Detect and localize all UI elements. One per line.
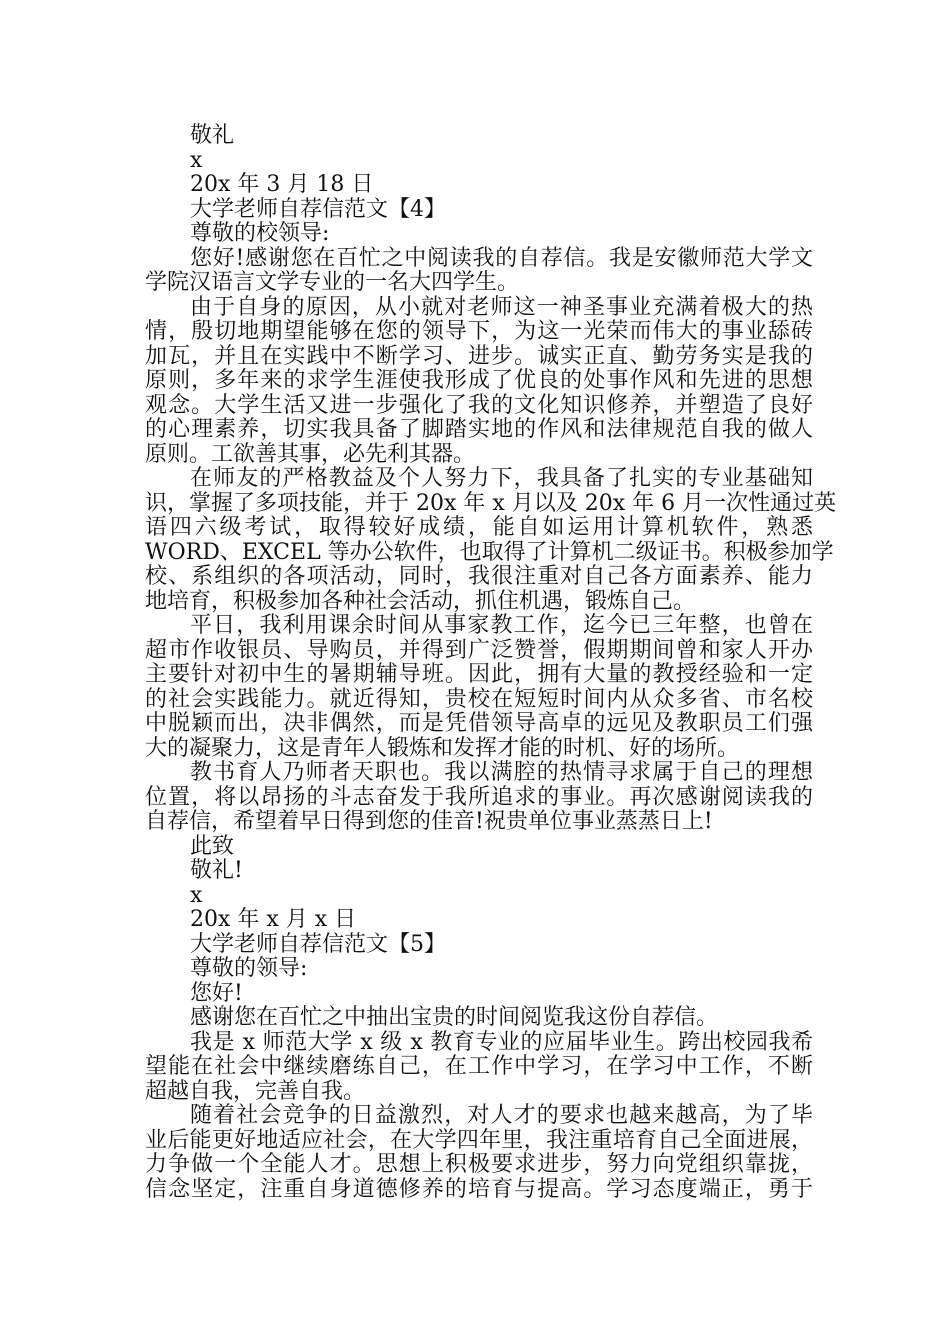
text-line: WORD、EXCEL 等办公软件，也取得了计算机二级证书。积极参加学 (145, 540, 834, 565)
text-line: 敬礼! (190, 858, 243, 883)
text-line: 学院汉语言文学专业的一名大四学生。 (145, 270, 520, 295)
text-line: 教书育人乃师者天职也。我以满腔的热情寻求属于自己的理想 (190, 760, 813, 785)
text-line: 感谢您在百忙之中抽出宝贵的时间阅览我这份自荐信。 (190, 1005, 719, 1030)
text-line: 原则，多年来的求学生涯使我形成了优良的处事作风和先进的思想 (145, 368, 813, 393)
text-line: 自荐信，希望着早日得到您的佳音!祝贵单位事业蒸蒸日上! (145, 809, 713, 834)
text-line: 信念坚定，注重自身道德修养的培育与提高。学习态度端正，勇于 (145, 1177, 813, 1202)
text-line: 尊敬的校领导: (190, 221, 330, 246)
text-line: 尊敬的领导: (190, 956, 308, 981)
text-line: 敬礼 (190, 123, 235, 148)
text-line: 观念。大学生活又进一步强化了我的文化知识修养，并塑造了良好 (145, 393, 813, 418)
text-line: 的心理素养，切实我具备了脚踏实地的作风和法律规范自我的做人 (145, 417, 813, 442)
text-line: 大学老师自荐信范文【5】 (190, 932, 446, 957)
text-line: 在师友的严格教益及个人努力下，我具备了扎实的专业基础知 (190, 466, 813, 491)
text-line: 加瓦，并且在实践中不断学习、进步。诚实正直、勤劳务实是我的 (145, 344, 813, 369)
text-line: 力争做一个全能人才。思想上积极要求进步，努力向党组织靠拢， (145, 1152, 813, 1177)
text-line: x (190, 148, 203, 173)
text-line: 中脱颖而出，决非偶然，而是凭借领导高卓的远见及教职员工们强 (145, 711, 813, 736)
text-line: 您好! (190, 981, 243, 1006)
text-line: 位置，将以昂扬的斗志奋发于我所追求的事业。再次感谢阅读我的 (145, 785, 813, 810)
text-line: x (190, 883, 203, 908)
text-line: 我是 x 师范大学 x 级 x 教育专业的应届毕业生。跨出校园我希 (190, 1030, 813, 1055)
text-line: 情，殷切地期望能够在您的领导下，为这一光荣而伟大的事业舔砖 (145, 319, 813, 344)
text-line: 校、系组织的各项活动，同时，我很注重对自己各方面素养、能力 (145, 564, 813, 589)
text-line: 大学老师自荐信范文【4】 (190, 197, 446, 222)
text-line: 超市作收银员、导购员，并得到广泛赞誉，假期期间曾和家人开办 (145, 638, 813, 663)
text-line: 随着社会竞争的日益激烈，对人才的要求也越来越高，为了毕 (190, 1103, 813, 1128)
text-line: 大的凝聚力，这是青年人锻炼和发挥才能的时机、好的场所。 (145, 736, 740, 761)
text-line: 望能在社会中继续磨练自己，在工作中学习，在学习中工作，不断 (145, 1054, 813, 1079)
text-line: 由于自身的原因，从小就对老师这一神圣事业充满着极大的热 (190, 295, 813, 320)
text-line: 业后能更好地适应社会，在大学四年里，我注重培育自己全面进展， (145, 1128, 813, 1153)
text-line: 的社会实践能力。就近得知，贵校在短短时间内从众多省、市名校 (145, 687, 813, 712)
text-line: 平日，我利用课余时间从事家教工作，迄今已三年整，也曾在 (190, 613, 813, 638)
text-line: 超越自我，完善自我。 (145, 1079, 366, 1104)
text-line: 识，掌握了多项技能，并于 20x 年 x 月以及 20x 年 6 月一次性通过英 (145, 491, 837, 516)
text-line: 20x 年 x 月 x 日 (190, 907, 357, 932)
text-line: 此致 (190, 834, 235, 859)
text-line: 您好!感谢您在百忙之中阅读我的自荐信。我是安徽师范大学文 (190, 246, 813, 271)
text-line: 语四六级考试，取得较好成绩，能自如运用计算机软件，熟悉 (145, 515, 813, 540)
text-line: 主要针对初中生的暑期辅导班。因此，拥有大量的教授经验和一定 (145, 662, 813, 687)
text-line: 原则。工欲善其事，必先利其器。 (145, 442, 476, 467)
text-line: 20x 年 3 月 18 日 (190, 172, 374, 197)
text-line: 地培育，积极参加各种社会活动，抓住机遇，锻炼自己。 (145, 589, 696, 614)
